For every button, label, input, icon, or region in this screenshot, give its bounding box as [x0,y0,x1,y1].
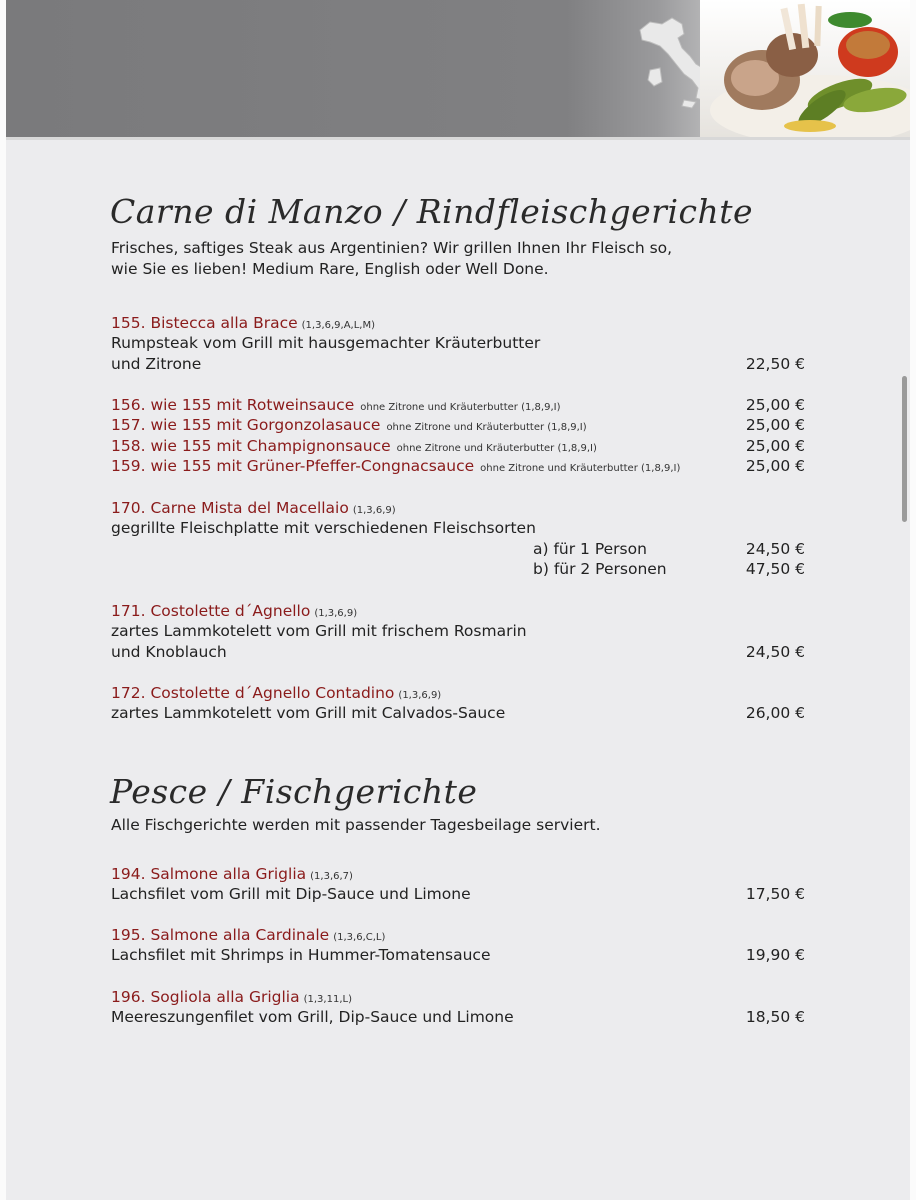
dish-price: 26,00 € [745,704,805,722]
dish-price: 47,50 € [745,560,805,578]
lamb-chops-photo [700,0,910,137]
dish-description: Lachsfilet mit Shrimps in Hummer-Tomatensauce [111,946,491,964]
menu-item-157 [111,415,587,439]
dish-description: gegrillte Fleischplatte mit verschiedenen Fleischsorten [111,519,536,537]
dish-price: 18,50 € [745,1008,805,1026]
vertical-scrollbar[interactable] [902,376,907,522]
dish-price: 24,50 € [745,643,805,661]
allergen-code: (1,3,6,9) [398,690,442,701]
dish-description: Rumpsteak vom Grill mit hausgemachter Kräuterbutter [111,334,541,352]
allergen-code: (1,3,6,C,L) [333,932,386,943]
allergen-code: (1,3,6,9,A,L,M) [301,320,376,331]
menu-item-159 [111,456,680,480]
dish-note: ohne Zitrone und Kräuterbutter (1,8,9,I) [360,402,561,413]
dish-price: 25,00 € [745,437,805,455]
dish-note: ohne Zitrone und Kräuterbutter (1,8,9,I) [396,443,597,454]
section-intro-fish: Alle Fischgerichte werden mit passender Tagesbeilage serviert. [111,816,601,834]
dish-name: 158. wie 155 mit Champignonsauce [111,437,391,455]
dish-name: 195. Salmone alla Cardinale [111,926,330,944]
dish-name: 156. wie 155 mit Rotweinsauce [111,396,355,414]
dish-price: 25,00 € [745,416,805,434]
section-title-fish: Pesce / Fischgerichte [110,772,478,811]
allergen-code: (1,3,6,9) [352,505,396,516]
dish-price: 17,50 € [745,885,805,903]
dish-price: 22,50 € [745,355,805,373]
section-title-beef: Carne di Manzo / Rindfleischgerichte [110,192,754,231]
dish-price: 25,00 € [745,457,805,475]
dish-description: und Knoblauch [111,643,227,661]
dish-description: und Zitrone [111,355,202,373]
dish-name: 157. wie 155 mit Gorgonzolasauce [111,416,381,434]
section-intro-beef-line2: wie Sie es lieben! Medium Rare, English oder Well Done. [111,260,549,278]
dish-name: 159. wie 155 mit Grüner-Pfeffer-Congnacsauce [111,457,475,475]
dish-note: ohne Zitrone und Kräuterbutter (1,8,9,I) [480,463,681,474]
page-frame-right [910,0,916,1200]
dish-name: 194. Salmone alla Griglia [111,865,307,883]
allergen-code: (1,3,6,9) [314,608,358,619]
allergen-code: (1,3,11,L) [303,994,352,1005]
portion-option-2: b) für 2 Personen [533,560,667,578]
dish-description: zartes Lammkotelett vom Grill mit frischem Rosmarin [111,622,527,640]
dish-note: ohne Zitrone und Kräuterbutter (1,8,9,I) [386,422,587,433]
dish-name: 170. Carne Mista del Macellaio [111,499,349,517]
dish-description: Lachsfilet vom Grill mit Dip-Sauce und Limone [111,885,471,903]
dish-price: 25,00 € [745,396,805,414]
dish-price: 24,50 € [745,540,805,558]
menu-page [6,140,910,1200]
dish-name: 172. Costolette d´Agnello Contadino [111,684,395,702]
portion-option-1: a) für 1 Person [533,540,647,558]
dish-description: Meereszungenfilet vom Grill, Dip-Sauce und Limone [111,1008,514,1026]
section-intro-beef-line1: Frisches, saftiges Steak aus Argentinien? Wir grillen Ihnen Ihr Fleisch so, [111,239,673,257]
dish-description: zartes Lammkotelett vom Grill mit Calvados-Sauce [111,704,506,722]
dish-name: 171. Costolette d´Agnello [111,602,311,620]
dish-name: 155. Bistecca alla Brace [111,314,298,332]
dish-price: 19,90 € [745,946,805,964]
allergen-code: (1,3,6,7) [310,871,353,882]
dish-name: 196. Sogliola alla Griglia [111,988,300,1006]
